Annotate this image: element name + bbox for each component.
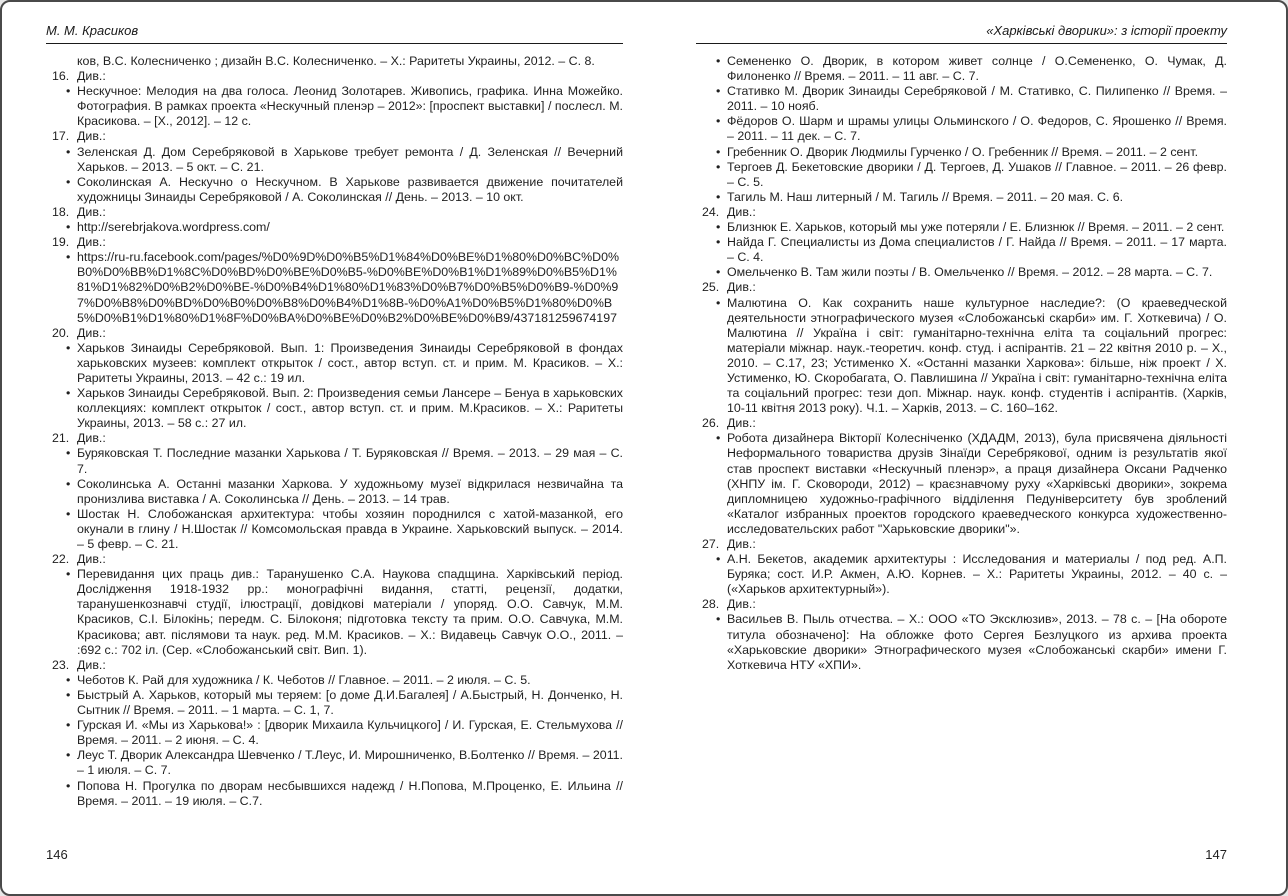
reference-text: Робота дизайнера Вікторії Колесніченко (ХДАДМ, 2013), була присвячена діяльності Неформального товариства друзів Зінаїди Серебрякової, одним із результатів якої став проспект виставки «Нескучный пленэр», а праця дизайнера Оксани Радченко (ХНПУ ім. Г. Сковороди, 2012) – краєзнавчому руху «Харківські дворики», зокрема дипломницею художньо-графічного відділення Педуніверситету був зроблений «Каталог избранных проектов городского краеведческого конкурса художественно-исследовательских работ "Харьковские дворики"». [727, 431, 1227, 536]
reference-text: ков, В.С. Колесниченко ; дизайн В.С. Колесниченко. – Х.: Раритеты Украины, 2012. – С. 8. [77, 54, 595, 68]
reference-text: Харьков Зинаиды Серебряковой. Вып. 2: Произведения семьи Лансере – Бенуа в харьковских коллекциях: комплект открыток / сост., автор вступ. ст. и прим. М.Красиков. – Х.: Раритеты Украины, 2013. – 58 с.: 27 ил. [77, 386, 623, 431]
reference-entry [696, 552, 1227, 597]
page-number-right: 147 [1205, 847, 1227, 862]
reference-text: Нескучное: Мелодия на два голоса. Леонид Золотарев. Живопись, графика. Инна Можейко. Фотография. В рамках проекта «Нескучный пленэр – 2012»: [проспект выставки] / послесл. М. Красикова. – [Х., 2012]. – 12 с. [77, 84, 623, 129]
bullet-icon: • [66, 250, 71, 265]
reference-entry [46, 673, 623, 688]
reference-entry [696, 84, 1227, 114]
reference-entry [696, 54, 1227, 84]
reference-text: Соколинська А. Останні мазанки Харкова. У художньому музеї відкрилася незвичайна та пронизлива виставка / А. Соколинська // День. – 2013. – 14 трав. [77, 476, 623, 506]
reference-text: Див.: [77, 325, 106, 340]
header-rule [46, 43, 623, 44]
reference-text: Тагиль М. Наш литерный / М. Тагиль // Время. – 2011. – 20 мая. С. 6. [727, 189, 1124, 204]
reference-text: Попова Н. Прогулка по дворам несбывшихся надежд / Н.Попова, М.Проценко, Е. Ильина // Время. – 2011. – 19 июля. – С.7. [77, 778, 623, 808]
reference-text: Гребенник О. Дворик Людмилы Гурченко / О. Гребенник // Время. – 2011. – 2 сент. [727, 144, 1199, 159]
reference-text: Тергоев Д. Бекетовские дворики / Д. Тергоев, Д. Ушаков // Главное. – 2011. – 26 февр. – С. 5. [727, 159, 1227, 189]
page-number-left: 146 [46, 847, 68, 862]
reference-text: Див.: [727, 537, 756, 551]
page-right [696, 22, 1227, 673]
reference-entry [46, 220, 623, 235]
reference-entry [696, 114, 1227, 144]
reference-text: Див.: [77, 204, 106, 219]
reference-text: Див.: [77, 431, 106, 446]
bullet-icon: • [716, 552, 721, 567]
item-number: 20. [52, 325, 70, 340]
item-number: 19. [52, 235, 70, 250]
reference-entry [46, 175, 623, 205]
reference-text: Омельченко В. Там жили поэты / В. Омельченко // Время. – 2012. – 28 марта. – С. 7. [727, 265, 1213, 280]
bullet-icon: • [716, 612, 721, 627]
item-number: 27. [702, 537, 720, 551]
bullet-icon: • [716, 114, 721, 129]
reference-entry [696, 265, 1227, 280]
reference-note-row [46, 326, 623, 341]
reference-entry [696, 235, 1227, 265]
reference-note-row [46, 431, 623, 446]
reference-entry [46, 779, 623, 809]
references-list-right [696, 54, 1227, 673]
bullet-icon: • [716, 189, 721, 204]
reference-text: Див.: [727, 204, 756, 219]
bullet-icon: • [716, 84, 721, 99]
reference-text: Див.: [77, 235, 106, 250]
reference-note-row [46, 205, 623, 220]
bullet-icon: • [66, 687, 71, 702]
bullet-icon: • [716, 159, 721, 174]
bullet-icon: • [716, 295, 721, 310]
reference-note-row [46, 129, 623, 144]
reference-note-row [46, 235, 623, 250]
reference-note-row [46, 658, 623, 673]
reference-text: Див.: [77, 657, 106, 672]
bullet-icon: • [66, 446, 71, 461]
reference-entry [46, 748, 623, 778]
bullet-icon: • [66, 340, 71, 355]
bullet-icon: • [66, 748, 71, 763]
bullet-icon: • [716, 220, 721, 235]
item-number: 24. [702, 204, 720, 219]
reference-entry [46, 341, 623, 386]
reference-entry [696, 612, 1227, 672]
reference-entry [46, 507, 623, 552]
item-number: 18. [52, 204, 70, 219]
reference-text: Зеленская Д. Дом Серебряковой в Харькове требует ремонта / Д. Зеленская // Вечерний Харьков. – 2013. – 5 окт. – С. 21. [77, 144, 623, 174]
page-left [46, 22, 623, 809]
item-number: 22. [52, 552, 70, 567]
bullet-icon: • [66, 672, 71, 687]
reference-text: Леус Т. Дворик Александра Шевченко / Т.Леус, И. Мирошниченко, В.Болтенко // Время. – 2011. – 1 июля. – С. 7. [77, 748, 623, 778]
reference-text: Соколинская А. Нескучно о Нескучном. В Харькове развивается движение почитателей художницы Зинаиды Серебряковой / А. Соколинская // День. – 2013. – 10 окт. [77, 174, 623, 204]
reference-text: Шостак Н. Слобожанская архитектура: чтобы хозяин породнился с хатой-мазанкой, его окунали в глину / Н.Шостак // Комсомольская правда в Украине. Харьковский выпуск. – 2014. – 5 февр. – С. 21. [77, 506, 623, 551]
bullet-icon: • [66, 506, 71, 521]
reference-text: Фёдоров О. Шарм и шрамы улицы Ольминского / О. Федоров, С. Ярошенко // Время. – 2011. – 11 дек. – С. 7. [727, 114, 1227, 144]
reference-entry [696, 296, 1227, 417]
running-header-title: «Харківські дворики»: з історії проекту [986, 23, 1227, 38]
bullet-icon: • [66, 718, 71, 733]
item-number: 16. [52, 69, 70, 84]
reference-text: Перевидання цих праць див.: Таранушенко С.А. Наукова спадщина. Харківський період. Дослідження 1918-1932 рр.: монографічні видання, статті, рецензії, додатки, таранушенкознавчі студії, ілюстрації, довідкові матеріали / упоряд. О.О. Савчук, М.М. Красиков, С.І. Білокінь; передм. С. Білоконя; підготовка тексту та прим. О.О. Савчука, М.М. Красикова; авт. післямови та наук. ред. М.М. Красиков. – Х.: Видавець Савчук О.О., 2011. – :692 с.: 702 іл. (Сер. «Слобожанський світ. Вип. 1). [77, 567, 623, 657]
reference-text: Стативко М. Дворик Зинаиды Серебряковой / М. Стативко, С. Пилипенко // Время. – 2011. – 10 нояб. [727, 84, 1227, 114]
reference-text: А.Н. Бекетов, академик архитектуры : Исследования и материалы / под ред. А.П. Буряка; сост. И.Р. Акмен, А.Ю. Корнев. – Х.: Раритеты Украины, 2012. – 40 с. – («Харьков архитектурный»). [727, 552, 1227, 597]
bullet-icon: • [66, 567, 71, 582]
bullet-icon: • [716, 265, 721, 280]
reference-text: Чеботов К. Рай для художника / К. Чеботов // Главное. – 2011. – 2 июля. – С. 5. [77, 672, 531, 687]
reference-text: Харьков Зинаиды Серебряковой. Вып. 1: Произведения Зинаиды Серебряковой в фондах харьковских музеев: комплект открыток / сост., автор вступ. ст. и прим. М. Красиков. – Х.: Раритеты Украины, 2013. – 42 с.: 19 ил. [77, 340, 623, 385]
reference-entry [696, 190, 1227, 205]
reference-text: Быстрый А. Харьков, который мы теряем: [о доме Д.И.Багалея] / А.Быстрый, Н. Донченко, Н. Сытник // Время. – 2011. – 1 марта. – С. 1, 7. [77, 687, 623, 718]
reference-note-row [696, 416, 1227, 431]
reference-entry [46, 145, 623, 175]
reference-entry [46, 567, 623, 658]
item-number: 25. [702, 280, 720, 295]
reference-note-row [696, 280, 1227, 295]
references-list-left [46, 54, 623, 809]
reference-text: Див.: [727, 280, 756, 295]
reference-text: Малютина О. Как сохранить наше культурное наследие?: (О краеведческой деятельности этнографического музея «Слобожанські скарби» им. Г. Хоткевича) / О. Малютина // Україна і світ: гуманітарно-технічна еліта та соціальний прогрес: матеріали міжнар. наук.-теоретич. конф. студ. і аспірантів. 21 – 22 квітня 2010 р. – Х., 2010. – С.17, 23; Устименко Х. «Останні мазанки Харкова»: більше, ніж проект / Х. Устименко, Ю. Скоробагата, О. Павлишина // Україна і світ: гуманітарно-технічна еліта та соціальний прогрес: тези доп. Міжнар. наук. конф. студентів і аспірантів. (Харків, 10-11 квітня 2013 року). Ч.1. – Харків, 2013. – С. 160–162. [727, 295, 1227, 416]
reference-note-row [46, 552, 623, 567]
item-number: 26. [702, 416, 720, 431]
reference-text: Див.: [727, 416, 756, 431]
reference-text: Див.: [77, 552, 106, 567]
reference-entry [46, 688, 623, 718]
reference-note-row [696, 597, 1227, 612]
reference-entry [46, 84, 623, 129]
bullet-icon: • [66, 220, 71, 235]
running-header-author: М. М. Красиков [46, 23, 139, 38]
reference-note-row [696, 205, 1227, 220]
reference-text: Васильев В. Пыль отчества. – Х.: ООО «ТО Эксклюзив», 2013. – 78 с. – [На обороте титула обозначено]: На обложке фото Сергея Безлуцкого из архива проекта «Харьковские дворики» Этнографического музея «Слобожанські скарби» имени Г. Хоткевича НТУ «ХПИ». [727, 612, 1227, 672]
bullet-icon: • [66, 144, 71, 159]
reference-text: Семененко О. Дворик, в котором живет солнце / О.Семененко, О. Чумак, Д. Филоненко // Время. – 2011. – 11 авг. – С. 7. [727, 54, 1227, 84]
reference-entry [46, 250, 623, 325]
bullet-icon: • [716, 144, 721, 159]
reference-entry [46, 446, 623, 476]
reference-text: Буряковская Т. Последние мазанки Харькова / Т. Буряковская // Время. – 2013. – 29 мая – С. 7. [77, 446, 623, 476]
bullet-icon: • [716, 431, 721, 446]
reference-entry [696, 145, 1227, 160]
bullet-icon: • [66, 778, 71, 793]
item-number: 21. [52, 431, 70, 446]
bullet-icon: • [66, 386, 71, 401]
reference-text: Див.: [727, 597, 756, 612]
reference-note-row [696, 537, 1227, 552]
bullet-icon: • [66, 84, 71, 99]
reference-entry [696, 431, 1227, 537]
reference-entry [46, 54, 623, 69]
reference-text: Див.: [77, 129, 106, 144]
item-number: 17. [52, 129, 70, 144]
reference-text: Найда Г. Специалисты из Дома специалистов / Г. Найда // Время. – 2011. – 17 марта. – С. 4. [727, 235, 1227, 265]
bullet-icon: • [66, 174, 71, 189]
reference-entry [46, 386, 623, 431]
reference-url: http://serebrjakova.wordpress.com/ [77, 220, 270, 235]
item-number: 28. [702, 597, 720, 612]
reference-url: https://ru-ru.facebook.com/pages/%D0%9D%D0%B5%D1%84%D0%BE%D1%80%D0%BC%D0%B0%D0%BB%D1%8C%D0%BD%D0%BE%D0%B5-%D0%BE%D0%B1%D1%89%D0%B5%D1%81%D1%82%D0%B2%D0%BE-%D0%B4%D1%80%D1%83%D0%B7%D0%B5%D0%B9-%D0%97%D0%B8%D0%BD%D0%B0%D0%B8%D0%B4%D1%8B-%D0%A1%D0%B5%D1%80%D0%B5%D0%B1%D1%80%D1%8F%D0%BA%D0%BE%D0%B2%D0%BE%D0%B9/437181259674197 [77, 250, 619, 325]
reference-entry [46, 718, 623, 748]
reference-text: Гурская И. «Мы из Харькова!» : [дворик Михаила Кульчицкого] / И. Гурская, Е. Стельмухова // Время. – 2011. – 2 июня. – С. 4. [77, 718, 623, 748]
reference-note-row [46, 69, 623, 84]
header-rule [696, 43, 1227, 44]
reference-text: Близнюк Е. Харьков, который мы уже потеряли / Е. Близнюк // Время. – 2011. – 2 сент. [727, 220, 1225, 235]
reference-text: Див.: [77, 69, 106, 84]
reference-entry [696, 160, 1227, 190]
bullet-icon: • [716, 235, 721, 250]
bullet-icon: • [716, 54, 721, 68]
reference-entry [46, 477, 623, 507]
item-number: 23. [52, 657, 70, 672]
reference-entry [696, 220, 1227, 235]
bullet-icon: • [66, 476, 71, 491]
